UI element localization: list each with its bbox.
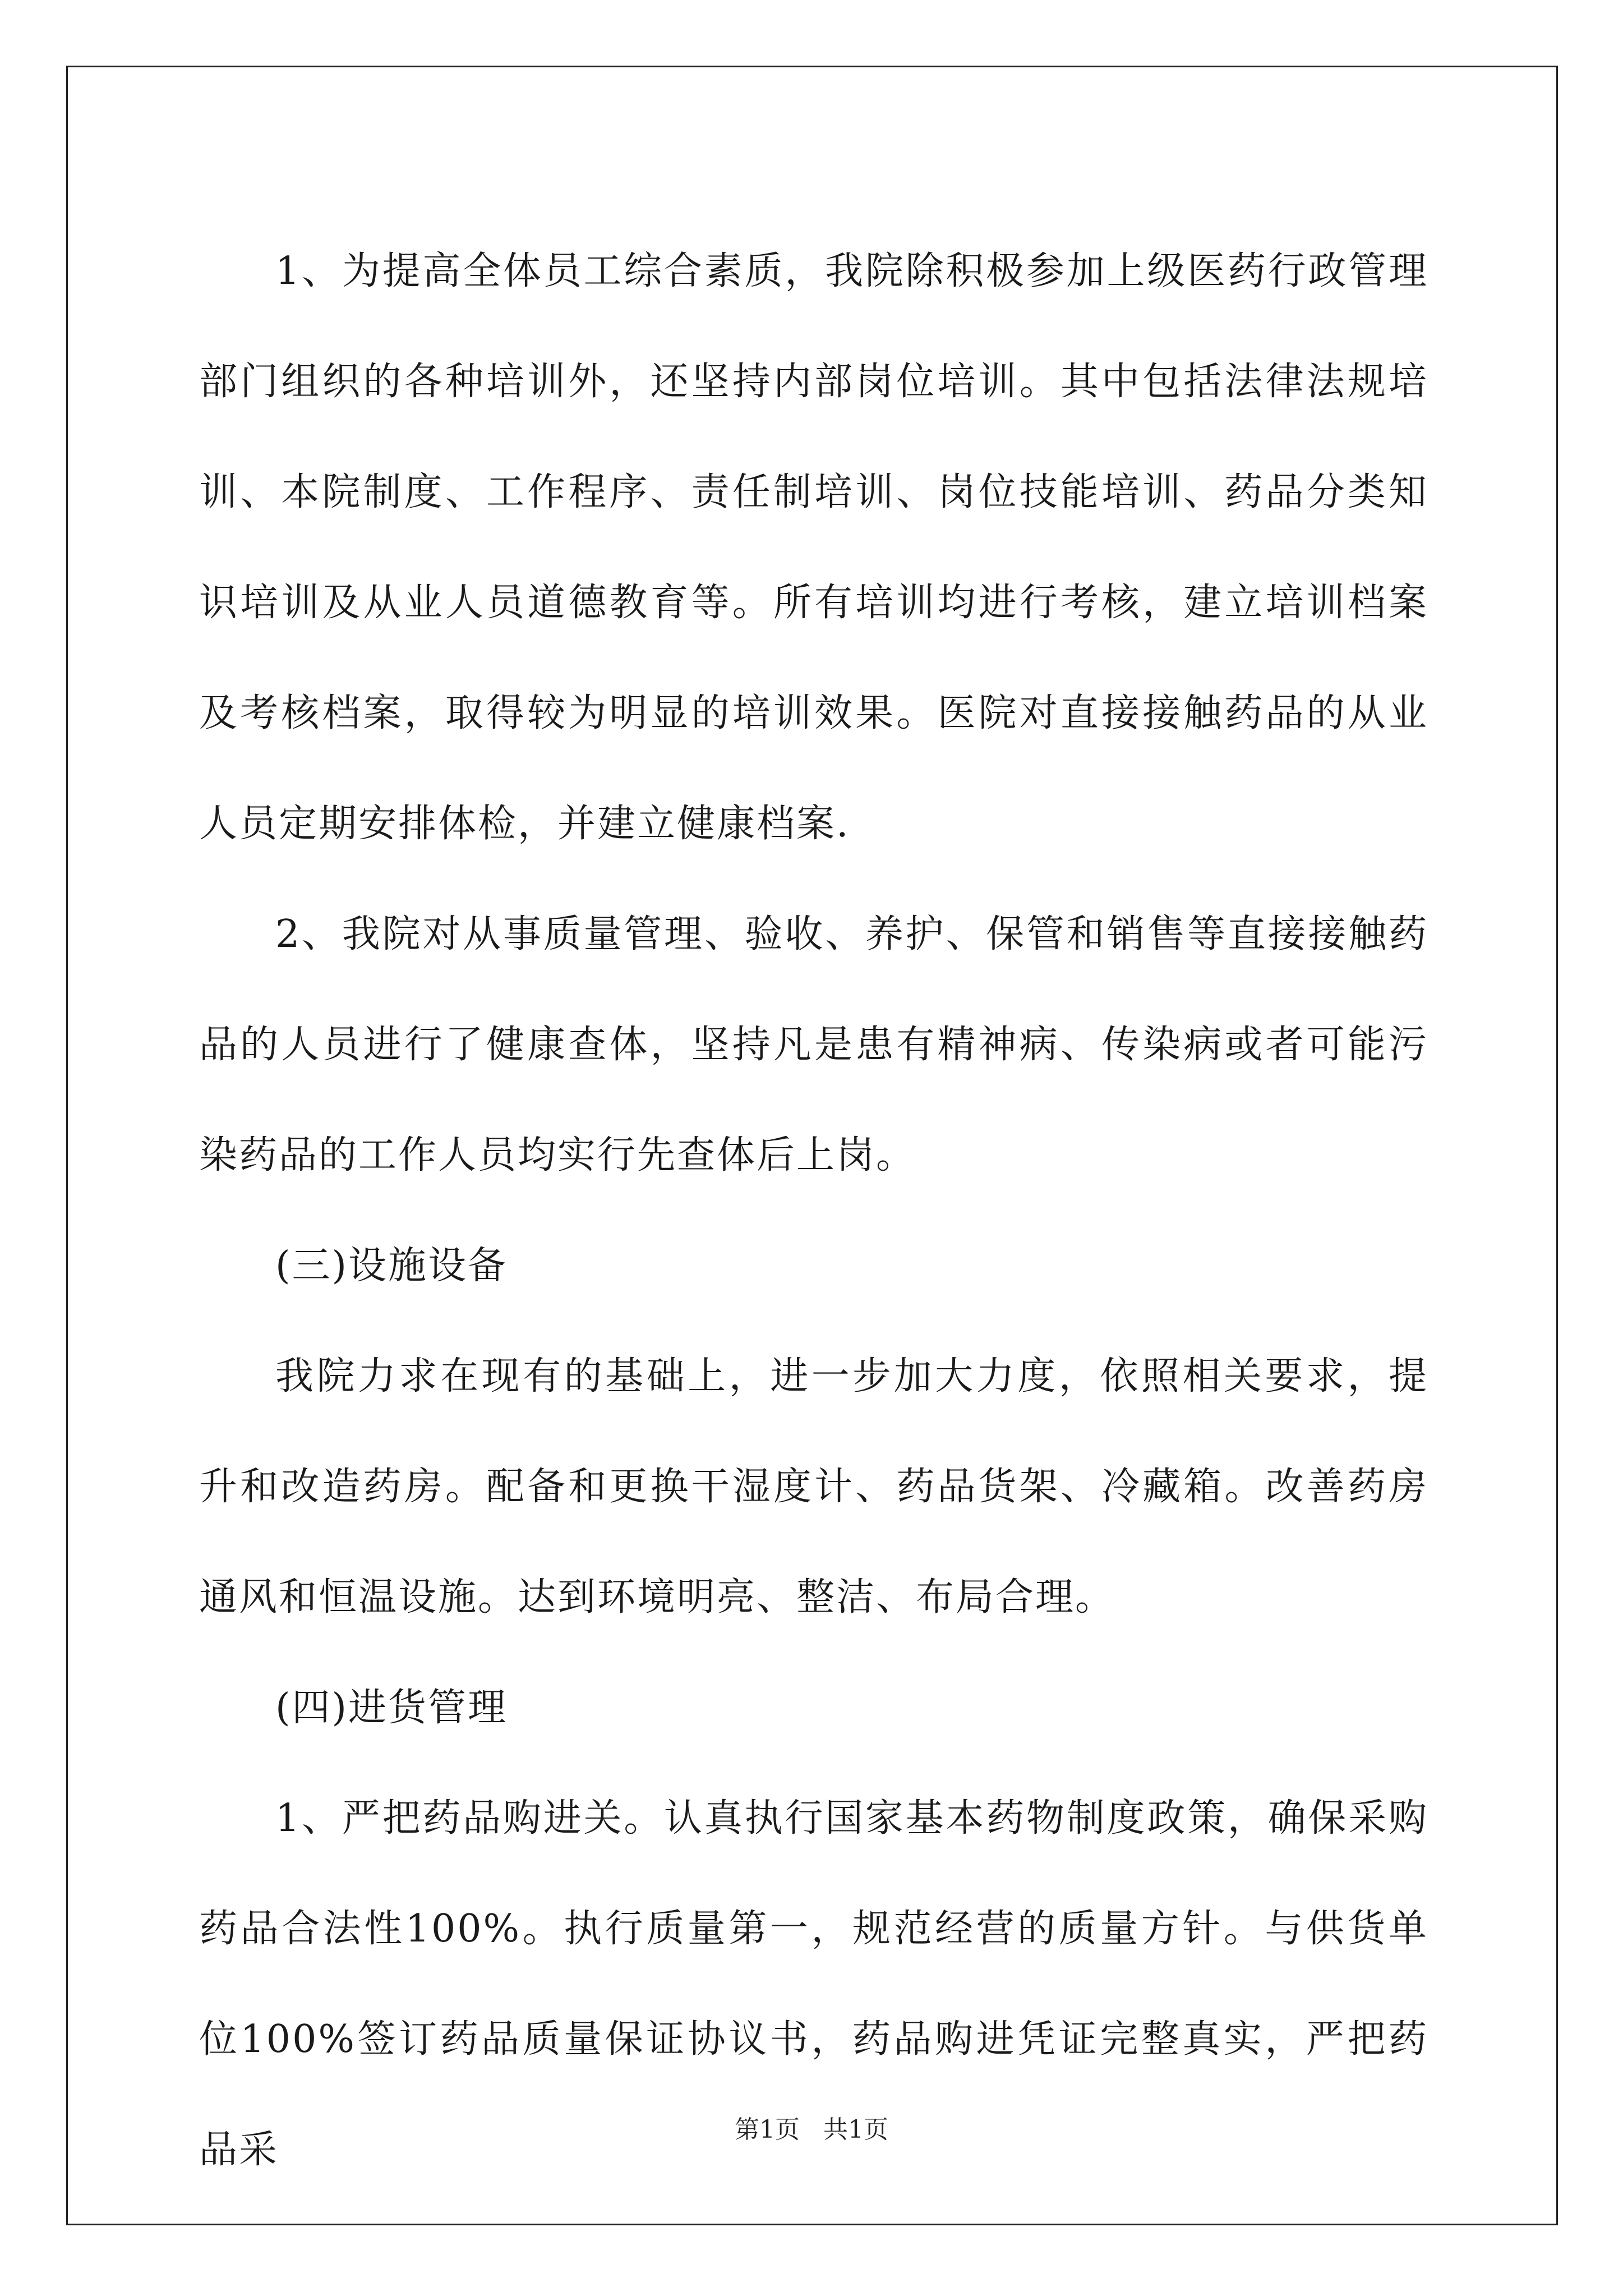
section-heading-purchasing: (四)进货管理 <box>275 1686 508 1730</box>
section-heading-facilities: (三)设施设备 <box>275 1244 508 1288</box>
page-footer: 第1页 共1页 <box>735 2115 888 2144</box>
paragraph-staff-training: 1、为提高全体员工综合素质，我院除积极参加上级医药行政管理部门组织的各种培训外，还坚持内部岗位培训。其中包括法律法规培训、本院制度、工作程序、责任制培训、岗位技能培训、药品分类知识培训及从业人员道德教育等。所有培训均进行考核，建立培训档案及考核档案，取得较为明显的培训效果。医院对直接接触药品的从业人员定期安排体检，并建立健康档案. <box>199 249 1428 846</box>
paragraph-purchasing: 1、严把药品购进关。认真执行国家基本药物制度政策，确保采购药品合法性100%。执行质量第一，规范经营的质量方针。与供货单位100%签订药品质量保证协议书，药品购进凭证完整真实，严把药品采 <box>199 1796 1428 2172</box>
paragraph-health-check: 2、我院对从事质量管理、验收、养护、保管和销售等直接接触药品的人员进行了健康查体，坚持凡是患有精神病、传染病或者可能污染药品的工作人员均实行先查体后上岗。 <box>199 912 1428 1177</box>
document-body <box>199 216 1428 2205</box>
paragraph-facilities: 我院力求在现有的基础上，进一步加大力度，依照相关要求，提升和改造药房。配备和更换干湿度计、药品货架、冷藏箱。改善药房通风和恒温设施。达到环境明亮、整洁、布局合理。 <box>199 1354 1428 1619</box>
